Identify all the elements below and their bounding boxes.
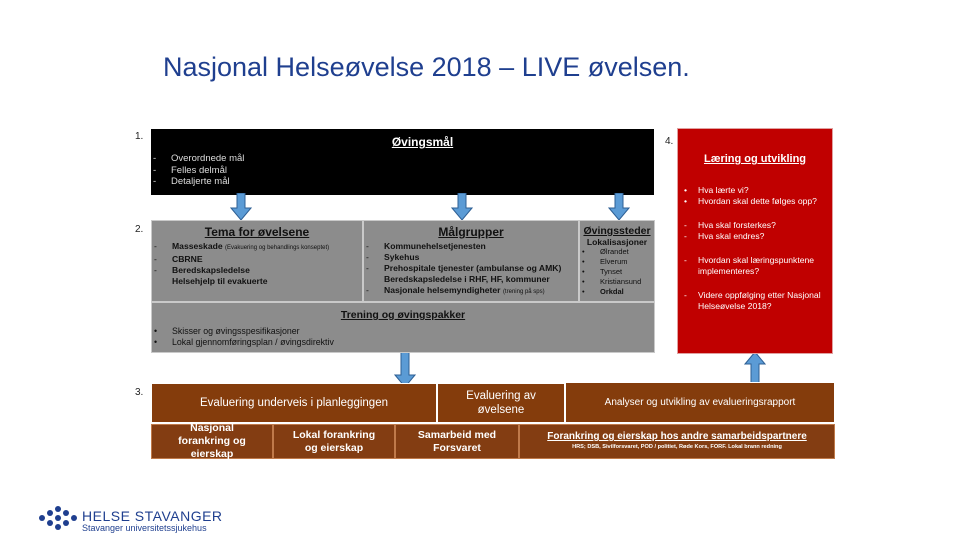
ovingssteder-subheading: Lokalisasjoner — [586, 237, 648, 247]
arrow-down-icon — [451, 193, 473, 221]
malgrupper-list — [364, 241, 578, 298]
lokal-forankring-box — [273, 424, 395, 459]
list-item: - Sykehus — [366, 252, 420, 262]
list-item: - Videre oppfølging etter Nasjonal Helseøvelse 2018? — [684, 290, 821, 311]
evaluering-underveis-box — [151, 383, 437, 423]
row-number-4: 4. — [665, 136, 674, 147]
list-item: • Tynset — [582, 267, 623, 276]
list-item: - Hva skal forsterkes? — [684, 220, 776, 230]
arrow-up-icon — [744, 352, 766, 384]
ovingssteder-box — [579, 220, 655, 302]
ovingsmal-list — [151, 153, 654, 188]
lokal-forankring-label: Lokal forankring og eierskap — [292, 428, 376, 454]
list-item: - Kommunehelsetjenesten — [366, 241, 486, 251]
ovingssteder-list — [580, 247, 654, 297]
row-number-3: 3. — [135, 387, 144, 398]
logo-subtitle: Stavanger universitetssjukehus — [82, 523, 207, 533]
list-item: • Orkdal — [582, 287, 624, 296]
list-item: - Beredskapsledelse — [154, 265, 250, 275]
ovingsmal-heading: Øvingsmål — [391, 135, 454, 149]
row-number-1: 1. — [135, 131, 144, 142]
analyser-box — [565, 382, 835, 423]
ovingsmal-box — [151, 129, 654, 195]
list-item: • Skisser og øvingsspesifikasjoner — [154, 326, 300, 336]
nasjonal-forankring-label: Nasjonal forankring og eierskap — [178, 422, 246, 460]
helse-stavanger-logo-icon — [38, 505, 78, 531]
trening-box — [151, 302, 655, 353]
list-item: - Nasjonale helsemyndigheter (trening på sps) — [366, 285, 545, 295]
laering-list — [678, 185, 832, 312]
logo-name: HELSE STAVANGER — [82, 508, 223, 524]
tema-box — [151, 220, 363, 302]
malgrupper-box — [363, 220, 579, 302]
andre-forankring-sub: HRS; DSB, Sivilforsvaret, POD / politiet, Røde Kors, FORF. Lokal brann redning — [572, 444, 782, 450]
list-item: - Overordnede mål — [153, 153, 245, 164]
list-item: - Felles delmål — [153, 164, 227, 176]
page-title: Nasjonal Helseøvelse 2018 – LIVE øvelsen. — [163, 52, 690, 82]
nasjonal-forankring-box — [151, 424, 273, 459]
list-item: • Hvordan skal dette følges opp? — [684, 196, 817, 206]
list-item: - CBRNE — [154, 254, 203, 264]
tema-list — [152, 241, 362, 287]
tema-heading: Tema for øvelsene — [204, 225, 310, 239]
list-item: • Kristiansund — [582, 277, 642, 286]
list-item: - Hva skal endres? — [684, 231, 765, 241]
samarbeid-forsvaret-box — [395, 424, 519, 459]
list-item: - Masseskade (Evakuering og behandlings konseptet) — [154, 241, 330, 251]
laering-heading: Læring og utvikling — [703, 153, 807, 165]
list-item: Helsehjelp til evakuerte — [172, 276, 268, 286]
list-item: - Detaljerte mål — [153, 176, 230, 187]
list-item: - Prehospitale tjenester (ambulanse og AMK) — [366, 263, 562, 273]
list-item: - Hvordan skal læringspunktene implementeres? — [684, 255, 815, 276]
trening-heading: Trening og øvingspakker — [340, 309, 466, 321]
evaluering-ovelsene-box — [437, 383, 565, 423]
andre-forankring-box — [519, 424, 835, 459]
list-item: • Ølrandet — [582, 247, 629, 256]
arrow-down-icon — [608, 193, 630, 221]
evaluering-ovelsene-label: Evaluering av øvelsene — [466, 390, 536, 416]
arrow-down-icon — [230, 193, 252, 221]
evaluering-underveis-label: Evaluering underveis i planleggingen — [200, 397, 388, 409]
laering-box — [677, 128, 833, 354]
analyser-label: Analyser og utvikling av evalueringsrapport — [604, 397, 796, 408]
andre-forankring-label: Forankring og eierskap hos andre samarbeidspartnere — [547, 431, 807, 442]
trening-list — [152, 326, 654, 348]
list-item: • Elverum — [582, 257, 628, 266]
ovingssteder-heading: Øvingssteder — [583, 225, 651, 237]
list-item: • Hva lærte vi? — [684, 185, 749, 195]
list-item: • Lokal gjennomføringsplan / øvingsdirektiv — [154, 337, 334, 347]
list-item: Beredskapsledelse i RHF, HF, kommuner — [384, 274, 550, 284]
samarbeid-forsvaret-label: Samarbeid med Forsvaret — [417, 428, 497, 454]
malgrupper-heading: Målgrupper — [438, 225, 504, 239]
row-number-2: 2. — [135, 224, 144, 235]
